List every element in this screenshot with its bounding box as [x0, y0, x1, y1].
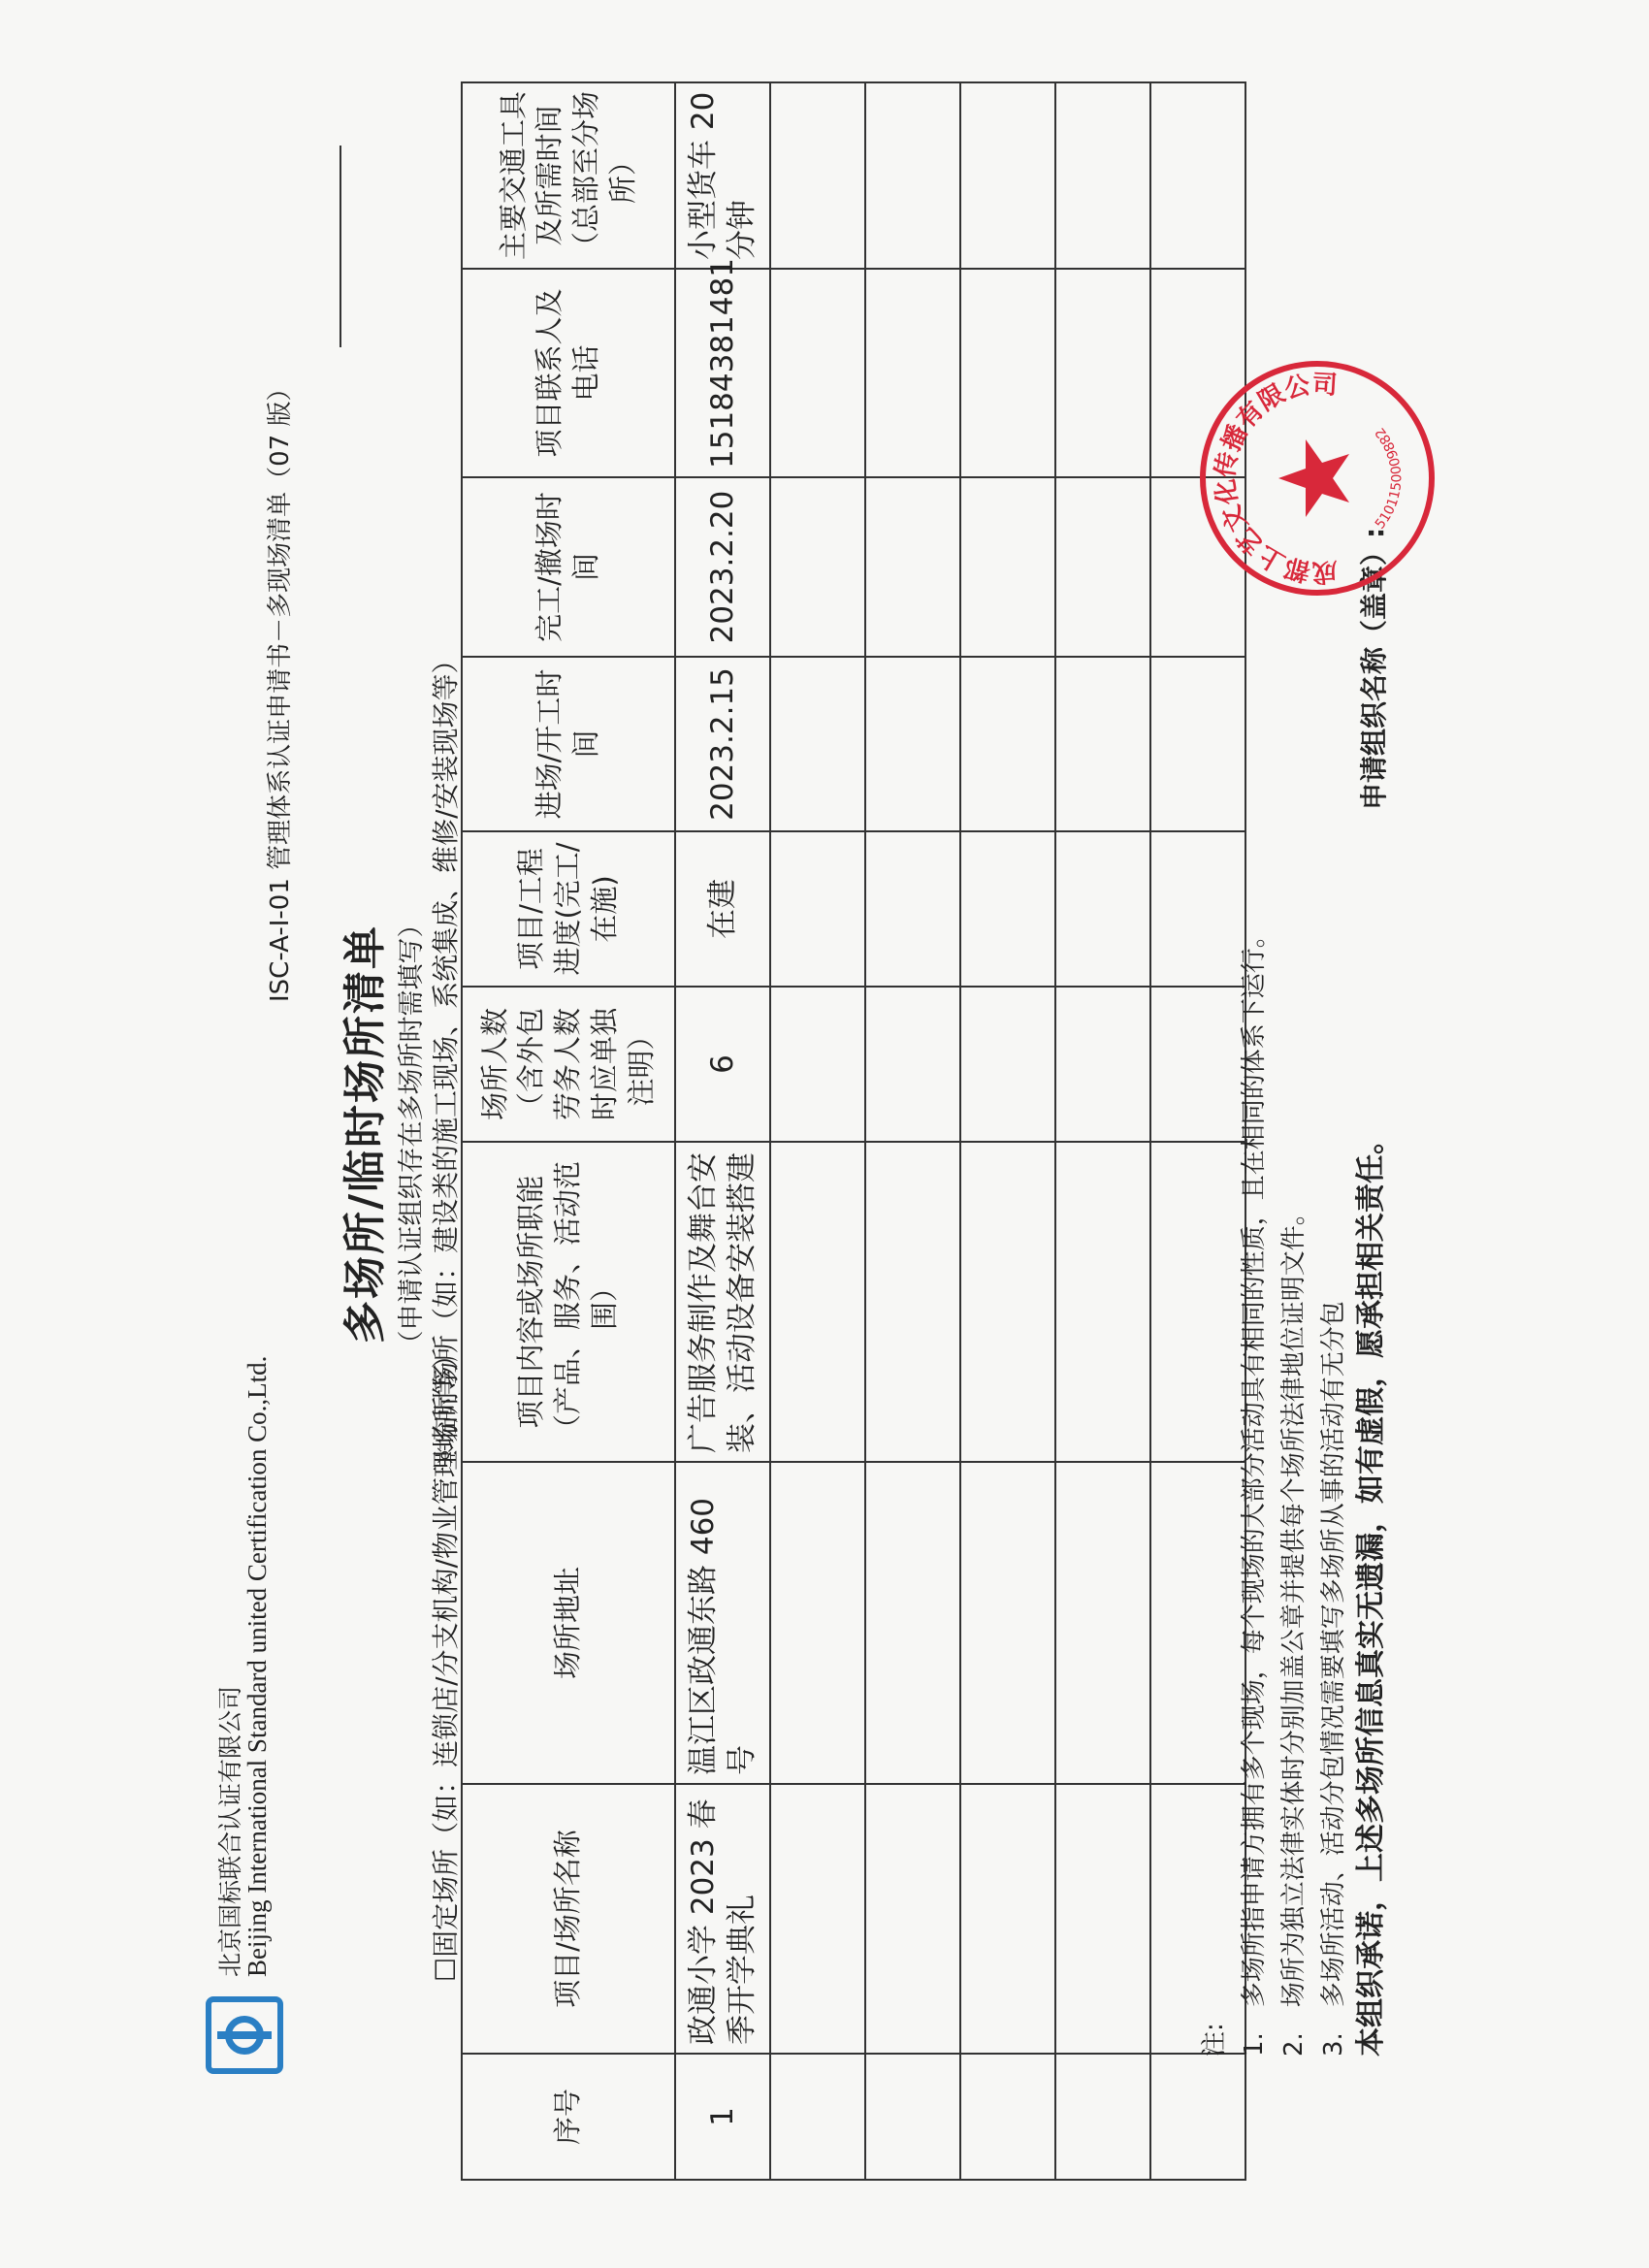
table-cell: [1150, 2054, 1245, 2180]
form-number: ISC-A-I-01 管理体系认证申请书－多现场清单（07 版）: [266, 375, 295, 1002]
header-cell: 进场/开工时间: [462, 657, 675, 831]
table-cell: [1055, 1462, 1150, 1784]
table-cell: [1150, 657, 1245, 831]
company-seal: [1196, 357, 1439, 599]
table-cell: [770, 831, 865, 987]
applicant-label: 申请组织名称（盖章）:: [1358, 527, 1390, 810]
table-cell: 政通小学 2023 春季开学典礼: [675, 1784, 770, 2054]
table-cell: [960, 477, 1055, 657]
table-cell: [960, 987, 1055, 1142]
table-cell: [960, 657, 1055, 831]
table-cell: [960, 831, 1055, 987]
note-item: 2. 场所为独立法律实体时分别加盖公章并提供每个场所法律地位证明文件。: [1279, 1200, 1309, 2057]
table-cell: [865, 269, 960, 477]
seal-text: 成都上艺文化传播有限公司: [1211, 370, 1339, 587]
table-cell: [1055, 269, 1150, 477]
table-row: [1055, 82, 1150, 2180]
table-cell: [865, 1142, 960, 1462]
table-cell: [770, 987, 865, 1142]
table-cell: [960, 2054, 1055, 2180]
sites-table: [461, 81, 1246, 2181]
table-cell: [865, 477, 960, 657]
table-cell: 温江区政通东路 460 号: [675, 1462, 770, 1784]
logo-bar-icon: [217, 2031, 272, 2039]
table-header-row: [462, 82, 675, 2180]
table-cell: [1055, 1784, 1150, 2054]
table-cell: [865, 1462, 960, 1784]
checkbox-fixed-sites: ☐固定场所（如：连锁店/分支机构/物业管理场所等）: [430, 1342, 462, 1982]
notes-section: [1195, 923, 1354, 2057]
table-cell: [770, 477, 865, 657]
table-cell: [1055, 831, 1150, 987]
table-cell: [865, 82, 960, 269]
company-name-en: Beijing International Standard united Certification Co.,Ltd.: [242, 1355, 272, 1977]
document-subtitle: （申请认证组织存在多场所时需填写）: [397, 911, 427, 1357]
table-cell: [865, 831, 960, 987]
note-item: 3. 多场所活动、活动分包情况需要填写多场所从事的活动有无分包: [1319, 1301, 1348, 2057]
company-name-cn: 北京国标联合认证有限公司: [216, 1685, 244, 1977]
header-cell: 完工/撤场时间: [462, 477, 675, 657]
header-cell: 项目内容或场所职能（产品、服务、活动范围）: [462, 1142, 675, 1462]
header-cell: 场所人数（含外包劳务人数时应单独注明）: [462, 987, 675, 1142]
table-cell: [1055, 1142, 1150, 1462]
table-row: [675, 82, 770, 2180]
header-cell: 项目联系人及电话: [462, 269, 675, 477]
table-cell: [1055, 82, 1150, 269]
table-cell: 2023.2.15: [675, 657, 770, 831]
table-cell: [770, 269, 865, 477]
table-cell: 在建: [675, 831, 770, 987]
table-row: [960, 82, 1055, 2180]
table-cell: [770, 1462, 865, 1784]
table-cell: [865, 2054, 960, 2180]
header-cell: 序号: [462, 2054, 675, 2180]
table-cell: [770, 82, 865, 269]
seal-star-icon: [1278, 439, 1349, 517]
table-cell: 15184381481: [675, 269, 770, 477]
table-cell: [770, 1784, 865, 2054]
table-cell: [1055, 987, 1150, 1142]
seal-number: 5101150009882: [1372, 424, 1406, 533]
table-cell: [770, 657, 865, 831]
table-cell: [960, 269, 1055, 477]
table-row: [770, 82, 865, 2180]
table-cell: 2023.2.20: [675, 477, 770, 657]
table-cell: [1055, 477, 1150, 657]
document-title: 多场所/临时场所清单: [340, 923, 390, 1345]
table-cell: [1150, 82, 1245, 269]
commitment-statement: 本组织承诺，上述多场所信息真实无遗漏，如有虚假，愿承担相关责任。: [1354, 1125, 1388, 2057]
table-cell: 广告服务制作及舞台安装、活动设备安装搭建: [675, 1142, 770, 1462]
table-cell: [960, 82, 1055, 269]
table-cell: [1055, 2054, 1150, 2180]
table-cell: [770, 2054, 865, 2180]
table-cell: [960, 1462, 1055, 1784]
note-item: 1. 多场所指申请方拥有多个现场，每个现场的大部分活动具有相同的性质，且在相同的体系下运行。: [1240, 923, 1269, 2057]
header-cell: 项目/场所名称: [462, 1784, 675, 2054]
header-cell: 场所地址: [462, 1462, 675, 1784]
checkbox-temporary-sites: ☼临时场所（如：建设类的施工现场、系统集成、维修/安装现场等）: [430, 646, 462, 1468]
notes-label: 注:: [1200, 2023, 1229, 2057]
table-cell: [770, 1142, 865, 1462]
header-cell: 项目/工程进度(完工/在施): [462, 831, 675, 987]
table-row: [865, 82, 960, 2180]
company-logo: [206, 1996, 283, 2074]
table-cell: [960, 1784, 1055, 2054]
header-cell: 主要交通工具及所需时间（总部至分场所）: [462, 82, 675, 269]
table-cell: 6: [675, 987, 770, 1142]
table-cell: 1: [675, 2054, 770, 2180]
table-cell: [865, 987, 960, 1142]
table-cell: [865, 657, 960, 831]
table-cell: [1055, 657, 1150, 831]
table-cell: 小型货车 20 分钟: [675, 82, 770, 269]
table-cell: [960, 1142, 1055, 1462]
table-cell: [865, 1784, 960, 2054]
